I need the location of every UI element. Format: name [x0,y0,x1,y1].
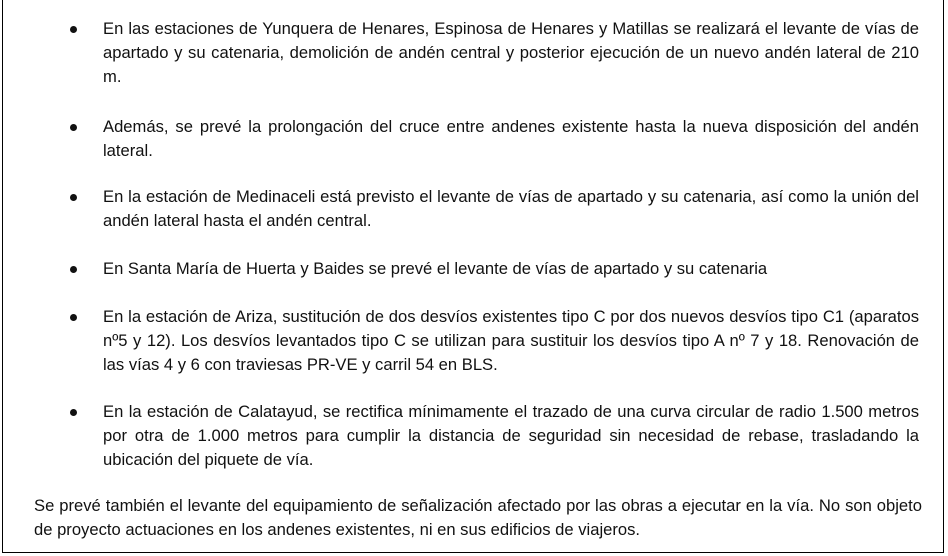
bullet-icon [70,314,77,321]
closing-paragraph: Se prevé también el levante del equipamiento de señalización afectado por las obras a ejecutar en la vía. No son objeto de proyecto actuaciones en los andenes existentes, ni en sus edificios de viajeros. [34,496,922,539]
list-item [103,400,919,472]
bullet-text: En la estación de Medinaceli está previsto el levante de vías de apartado y su catenaria, así como la unión del andén lateral hasta el andén central. [103,187,919,230]
document-page [2,0,944,553]
bullet-text: En las estaciones de Yunquera de Henares, Espinosa de Henares y Matillas se realizará el levante de vías de apartado y su catenaria, demolición de andén central y posterior ejecución de un nuevo andén lateral de 210 m. [103,19,919,86]
bullet-icon [70,266,77,273]
bullet-text: Además, se prevé la prolongación del cruce entre andenes existente hasta la nueva disposición del andén lateral. [103,117,919,160]
bullet-text: En la estación de Ariza, sustitución de dos desvíos existentes tipo C por dos nuevos desvíos tipo C1 (aparatos nº5 y 12). Los desvíos levantados tipo C se utilizan para sustituir los desvíos tipo A nº 7 y 18. Renovación de las vías 4 y 6 con traviesas PR-VE y carril 54 en BLS. [103,307,919,374]
bullet-icon [70,409,77,416]
bullet-icon [70,194,77,201]
bullet-icon [70,124,77,131]
list-item [103,17,919,89]
list-item [103,257,919,281]
list-item [103,115,919,163]
list-item [103,185,919,233]
bullet-text: En la estación de Calatayud, se rectifica mínimamente el trazado de una curva circular de radio 1.500 metros por otra de 1.000 metros para cumplir la distancia de seguridad sin necesidad de rebase, trasladando la ubicación del piquete de vía. [103,402,919,469]
list-item [103,305,919,377]
bullet-text: En Santa María de Huerta y Baides se prevé el levante de vías de apartado y su catenaria [103,259,768,278]
bullet-icon [70,26,77,33]
